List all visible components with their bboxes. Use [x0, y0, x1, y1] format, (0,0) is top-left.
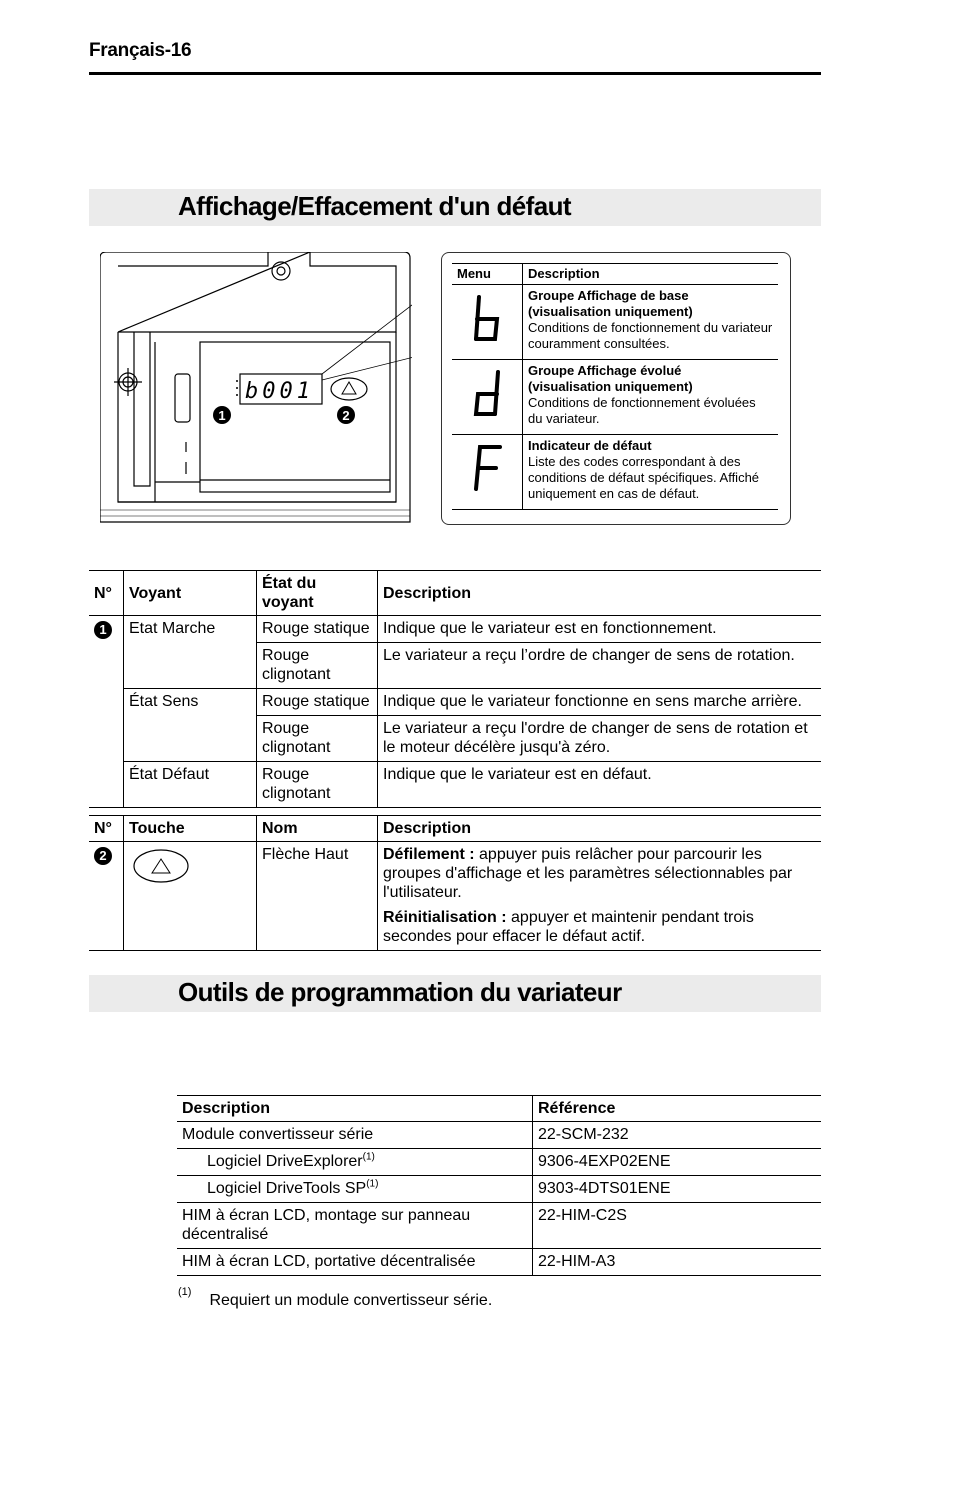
- up-arrow-key[interactable]: [331, 378, 367, 400]
- led-state: Rouge clignotant: [257, 762, 378, 808]
- led-description: Indique que le variateur fonctionne en sens marche arrière.: [378, 689, 822, 716]
- footnote-ref: (1): [366, 1178, 379, 1190]
- led-description: Le variateur a reçu l'ordre de changer de sens de rotation et le moteur décélère jusqu'à zéro.: [378, 716, 822, 762]
- menu-d-text: Conditions de fonctionnement évoluées du variateur.: [528, 395, 756, 426]
- footnote-mark: (1): [178, 1285, 192, 1298]
- menu-row-f: [452, 435, 778, 510]
- menu-f-text: Liste des codes correspondant à des conditions de défaut spécifiques. Affiché uniquement en cas de défaut.: [528, 454, 760, 501]
- key-desc-scroll: Défilement : appuyer puis relâcher pour parcourir les groupes d'affichage et les paramètres sélectionnables par l'utilisateur.: [383, 846, 793, 901]
- footnote: [178, 1285, 493, 1310]
- section-bar-tools: [89, 975, 821, 1012]
- up-arrow-key-icon: [133, 849, 189, 883]
- tools-table: [177, 1095, 821, 1276]
- table-row: [89, 842, 821, 951]
- tool-desc: Logiciel DriveExplorer$^{(1)}$: [177, 1149, 533, 1176]
- led-col-state: État du voyant: [257, 571, 378, 616]
- tool-ref: 22-HIM-C2S: [533, 1203, 822, 1249]
- led-number-badge: 1: [94, 621, 112, 639]
- page-number: Français-16: [89, 40, 192, 61]
- drive-illustration: [100, 252, 412, 524]
- tool-ref: 9306-4EXP02ENE: [533, 1149, 822, 1176]
- drive-drawing: [100, 252, 412, 524]
- key-col-description: Description: [378, 816, 822, 842]
- led-state: Rouge clignotant: [257, 716, 378, 762]
- led-col-voyant: Voyant: [124, 571, 257, 616]
- key-col-touche: Touche: [124, 816, 257, 842]
- led-col-number: N°: [89, 571, 124, 616]
- menu-description-col-header: Description: [523, 264, 779, 285]
- footnote-text: Requiert un module convertisseur série.: [209, 1292, 493, 1309]
- tool-desc: Logiciel DriveTools SP$^{(1)}$: [177, 1176, 533, 1203]
- segment-f-icon: [467, 439, 507, 499]
- footnote-ref: (1): [362, 1151, 375, 1163]
- led-name-fault: État Défaut: [124, 762, 257, 808]
- table-row: [89, 689, 821, 716]
- segment-d-icon: [467, 364, 507, 424]
- led-description: Indique que le variateur est en fonctionnement.: [378, 616, 822, 643]
- menu-row-d: [452, 360, 778, 435]
- led-name-run: Etat Marche: [124, 616, 257, 689]
- led-status-table: [89, 570, 821, 808]
- menu-b-text: Conditions de fonctionnement du variateur couramment consultées.: [528, 320, 773, 351]
- tool-ref: 9303-4DTS01ENE: [533, 1176, 822, 1203]
- menu-description-box: [441, 252, 791, 525]
- led-description: Indique que le variateur est en défaut.: [378, 762, 822, 808]
- menu-col-header: Menu: [452, 264, 523, 285]
- menu-f-title1: Indicateur de défaut: [528, 438, 652, 453]
- menu-b-title2: (visualisation uniquement): [528, 304, 693, 319]
- tool-desc: HIM à écran LCD, montage sur panneau décentralisé: [177, 1203, 533, 1249]
- led-state: Rouge statique: [257, 616, 378, 643]
- key-name: Flèche Haut: [257, 842, 378, 951]
- led-description: Le variateur a reçu l’ordre de changer de sens de rotation.: [378, 643, 822, 689]
- tool-desc: Module convertisseur série: [177, 1122, 533, 1149]
- table-row: [177, 1176, 821, 1203]
- tools-col-description: Description: [177, 1096, 533, 1122]
- key-desc-reset: Réinitialisation : appuyer et maintenir pendant trois secondes pour effacer le défaut actif.: [383, 909, 754, 945]
- menu-d-title1: Groupe Affichage évolué: [528, 363, 682, 378]
- tool-ref: 22-HIM-A3: [533, 1249, 822, 1276]
- header-rule: [89, 72, 821, 75]
- menu-table: [452, 263, 778, 510]
- menu-d-title2: (visualisation uniquement): [528, 379, 693, 394]
- led-col-description: Description: [378, 571, 822, 616]
- callout-2-label: 2: [342, 408, 350, 423]
- led-state: Rouge statique: [257, 689, 378, 716]
- section-title-fault: Affichage/Effacement d'un défaut: [178, 191, 571, 221]
- menu-b-title1: Groupe Affichage de base: [528, 288, 689, 303]
- table-row: [177, 1149, 821, 1176]
- table-row: [177, 1203, 821, 1249]
- tool-ref: 22-SCM-232: [533, 1122, 822, 1149]
- key-number-badge: 2: [94, 847, 112, 865]
- table-row: [177, 1249, 821, 1276]
- key-table: [89, 815, 821, 951]
- segment-b-icon: [467, 289, 507, 349]
- led-state: Rouge clignotant: [257, 643, 378, 689]
- tools-col-reference: Référence: [533, 1096, 822, 1122]
- key-col-number: N°: [89, 816, 124, 842]
- key-col-nom: Nom: [257, 816, 378, 842]
- table-row: [89, 762, 821, 808]
- display-readout: b001: [245, 379, 314, 404]
- section-title-tools: Outils de programmation du variateur: [178, 977, 622, 1007]
- section-bar-fault: [89, 189, 821, 226]
- tool-desc: HIM à écran LCD, portative décentralisée: [177, 1249, 533, 1276]
- table-row: [89, 616, 821, 643]
- table-row: [177, 1122, 821, 1149]
- menu-row-b: [452, 285, 778, 360]
- led-name-direction: État Sens: [124, 689, 257, 762]
- callout-1-label: 1: [218, 408, 226, 423]
